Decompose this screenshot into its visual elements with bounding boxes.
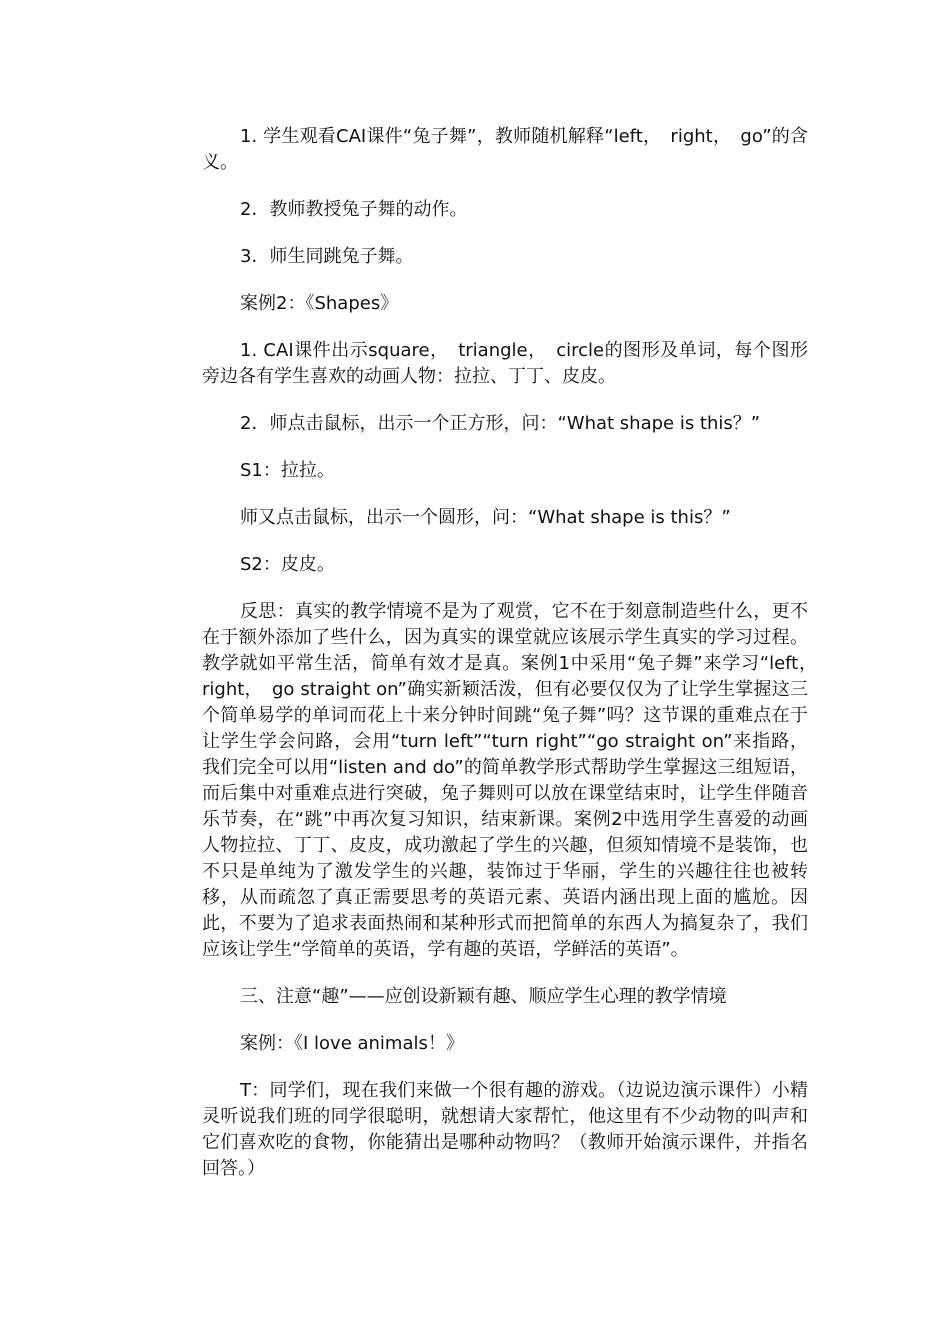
paragraph-case1-step2: 2．教师教授兔子舞的动作。 (240, 199, 468, 220)
paragraph-reflection: 反思：真实的教学情境不是为了观赏，它不在于刻意制造些什么，更不在于额外添加了些什么，因为真实的课堂就应该展示学生真实的学习过程。教学就如平常生活，简单有效才是真。案例1中采用“兔子舞”来学习“left， right， go straight on”确实新颖活泼，但有必要仅仅为了让学生掌握这三个简单易学的单词而花上十来分钟时间跳“兔子舞”吗？这节课的重难点在于让学生学会问路，会用“turn left”“turn right”“go straight on”来指路，我们完全可以用“listen and do”的简单教学形式帮助学生掌握这三组短语，而后集中对重难点进行突破，兔子舞则可以放在课堂结束时，让学生伴随音乐节奏，在“跳”中再次复习知识，结束新课。案例2中选用学生喜爱的动画人物拉拉、丁丁、皮皮，成功激起了学生的兴趣，但须知情境不是装饰，也不只是单纯为了激发学生的兴趣，装饰过于华丽，学生的兴趣往往也被转移，从而疏忽了真正需要思考的英语元素、英语内涵出现上面的尴尬。因此，不要为了追求表面热闹和某种形式而把简单的东西人为搞复杂了，我们应该让学生“学简单的英语，学有趣的英语，学鲜活的英语”。 (202, 601, 826, 960)
paragraph-s2-answer: S2：皮皮。 (240, 554, 335, 575)
paragraph-case2-step2: 2．师点击鼠标，出示一个正方形，问：“What shape is this？” (240, 413, 761, 434)
paragraph-case-animals-heading: 案例：《I love animals！》 (240, 1033, 464, 1054)
section-heading-three: 三、注意“趣”——应创设新颖有趣、顺应学生心理的教学情境 (240, 986, 727, 1007)
paragraph-s1-answer: S1：拉拉。 (240, 460, 335, 481)
paragraph-case2-step1: 1. CAI课件出示square， triangle， circle的图形及单词，每个图形旁边各有学生喜欢的动画人物：拉拉、丁丁、皮皮。 (202, 340, 808, 387)
paragraph-teacher-question: 师又点击鼠标，出示一个圆形，问：“What shape is this？” (240, 507, 731, 528)
paragraph-case1-step1: 1. 学生观看CAI课件“兔子舞”，教师随机解释“left， right， go”的含义。 (202, 126, 808, 173)
body-text (202, 124, 826, 1182)
paragraph-case2-heading: 案例2：《Shapes》 (240, 293, 399, 314)
paragraph-case1-step3: 3．师生同跳兔子舞。 (240, 246, 414, 267)
paragraph-teacher-game: T：同学们，现在我们来做一个很有趣的游戏。（边说边演示课件）小精灵听说我们班的同学很聪明，就想请大家帮忙，他这里有不少动物的叫声和它们喜欢吃的食物，你能猜出是哪种动物吗？（教师开始演示课件，并指名回答。） (202, 1080, 808, 1179)
